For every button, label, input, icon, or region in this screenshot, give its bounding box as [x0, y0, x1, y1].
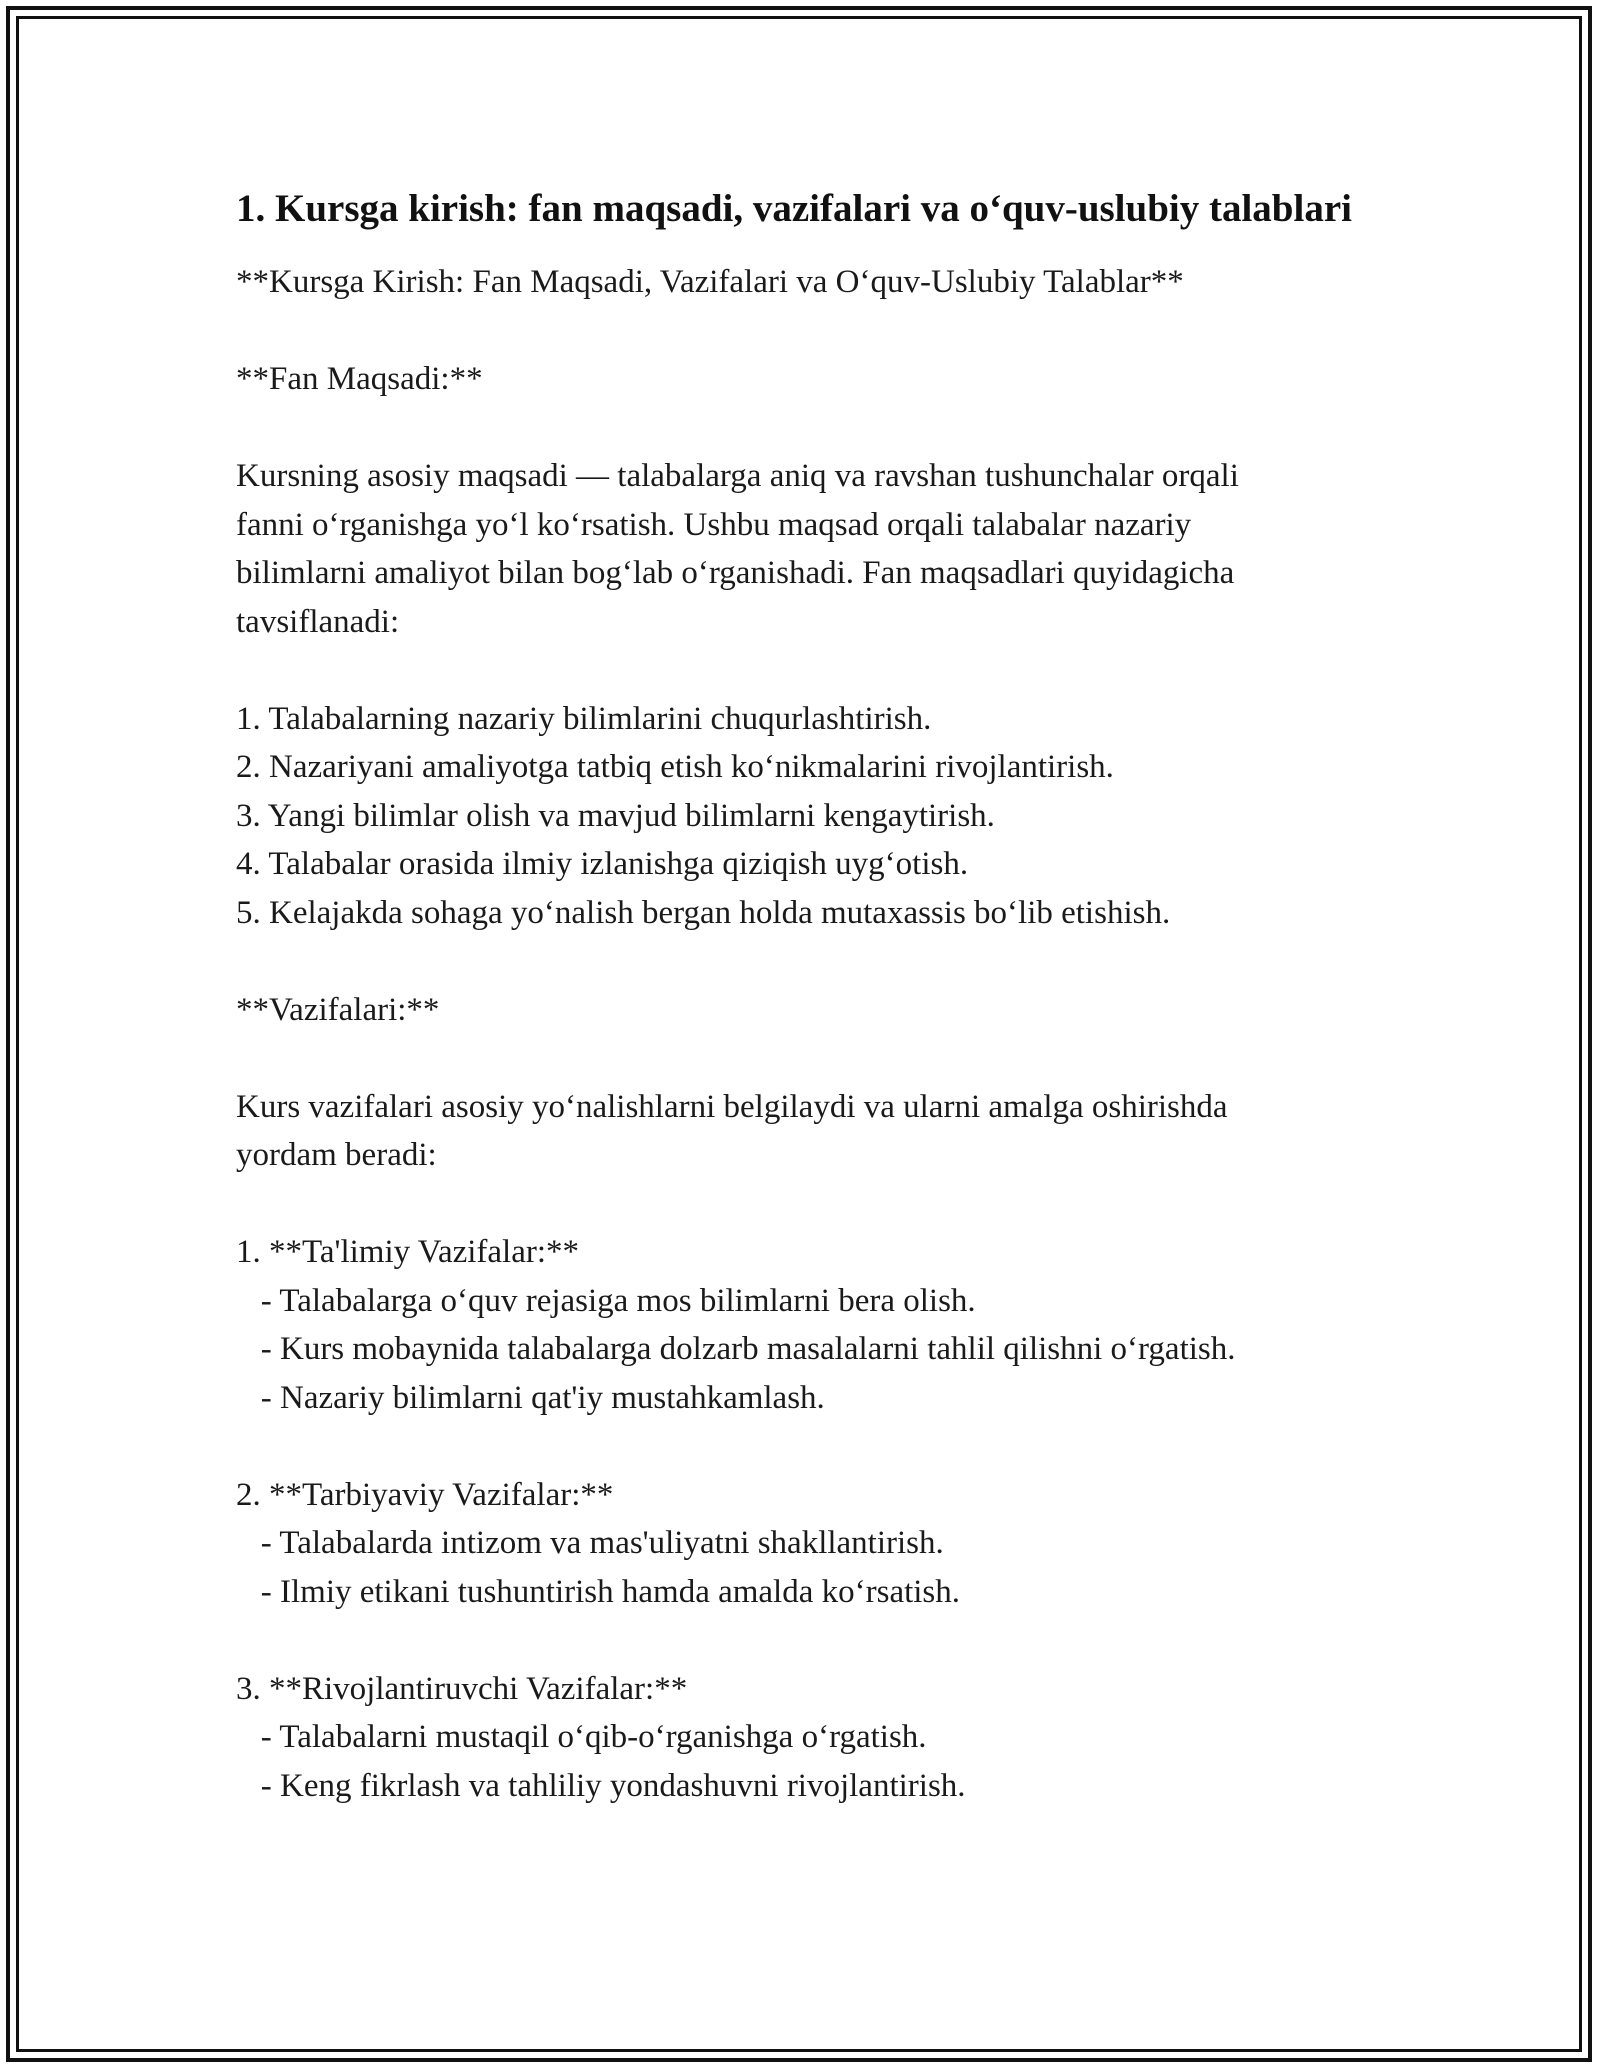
section-heading: 1. Kursga kirish: fan maqsadi, vazifalari va o‘quv-uslubiy talablari [236, 187, 1352, 230]
document-body [236, 182, 1366, 1810]
document-text: **Kursga Kirish: Fan Maqsadi, Vazifalari va O‘quv-Uslubiy Talablar** **Fan Maqsadi:** Kursning asosiy maqsadi — talabalarga aniq va ravshan tushunchalar orqali fanni o‘rganishga yo‘l ko‘rsatish. Ushbu maqsad orqali talabalar nazariy bilimlarni amaliyot bilan bog‘lab o‘rganishadi. Fan maqsadlari quyidagicha tavsiflanadi: 1. Talabalarning nazariy bilimlarini chuqurlashtirish. 2. Nazariyani amaliyotga tatbiq etish ko‘nikmalarini rivojlantirish. 3. Yangi bilimlar olish va mavjud bilimlarni kengaytirish. 4. Talabalar orasida ilmiy izlanishga qiziqish uyg‘otish. 5. Kelajakda sohaga yo‘nalish bergan holda mutaxassis bo‘lib etishish. **Vazifalari:** Kurs vazifalari asosiy yo‘nalishlarni belgilaydi va ularni amalga oshirishda yordam beradi: 1. **Ta'limiy Vazifalar:** - Talabalarga o‘quv rejasiga mos bilimlarni bera olish. - Kurs mobaynida talabalarga dolzarb masalalarni tahlil qilishni o‘rgatish. - Nazariy bilimlarni qat'iy mustahkamlash. 2. **Tarbiyaviy Vazifalar:** - Talabalarda intizom va mas'uliyatni shakllantirish. - Ilmiy etikani tushuntirish hamda amalda ko‘rsatish. 3. **Rivojlantiruvchi Vazifalar:** - Talabalarni mustaqil o‘qib-o‘rganishga o‘rgatish. - Keng fikrlash va tahliliy yondashuvni rivojlantirish. [236, 264, 1239, 1804]
